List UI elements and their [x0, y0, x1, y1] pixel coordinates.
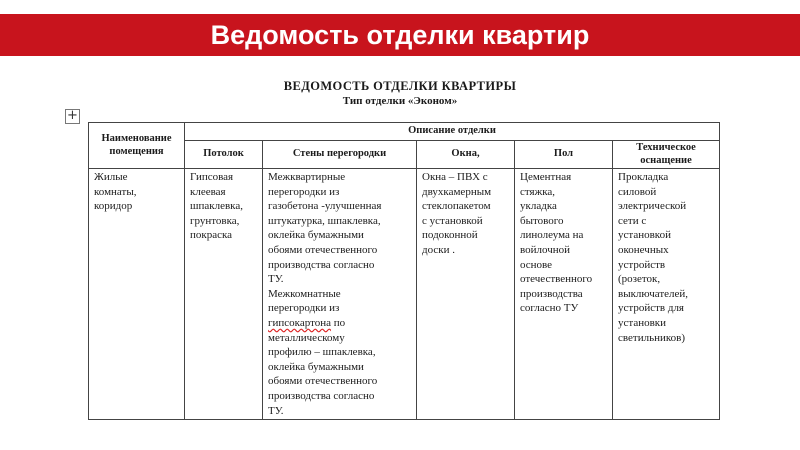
walls-text-underlined: гипсокартона [268, 316, 332, 329]
header-walls: Стены перегородки [263, 141, 417, 169]
document-scan [60, 66, 740, 438]
walls-text-part1: Межквартирные перегородки из газобетона -улучшенная штукатурка, шпаклевка, оклейка бумажными обоями отечественного производства согласно ТУ. Межкомнатные перегородки из [268, 171, 382, 315]
slide-title-banner [0, 14, 800, 56]
cell-floor [515, 169, 613, 420]
header-equipment: Техническое оснащение [613, 141, 720, 169]
cell-equipment [613, 169, 720, 420]
cell-windows-text: Окна – ПВХ с двухкамерным стеклопакетом с установкой подоконной доски . [422, 171, 492, 256]
cell-walls-text [268, 170, 411, 418]
cell-room-text: Жилые комнаты, коридор [94, 171, 137, 213]
walls-text-part2: по металлическому профилю – шпаклевка, оклейка бумажными обоями отечественного производства согласно ТУ. [268, 316, 378, 417]
header-description-label: Описание отделки [408, 125, 496, 137]
document-subtitle: Тип отделки «Эконом» [342, 95, 458, 107]
cell-floor-text: Цементная стяжка, укладка бытового линолеума на войлочной основе отечественного производства согласно ТУ [520, 171, 593, 315]
header-floor: Пол [515, 141, 613, 169]
move-icon[interactable]: + [65, 109, 80, 124]
header-room-label: Наименование помещения [101, 133, 172, 157]
table-header-row [89, 123, 720, 141]
slide-title: Ведомость отделки квартир [210, 20, 590, 50]
cell-windows [417, 169, 515, 420]
document-title: ВЕДОМОСТЬ ОТДЕЛКИ КВАРТИРЫ [283, 79, 517, 93]
finish-table [88, 122, 720, 420]
header-windows: Окна, [417, 141, 515, 169]
cell-ceiling [185, 169, 263, 420]
cell-ceiling-text: Гипсовая клеевая шпаклевка, грунтовка, покраска [190, 171, 243, 242]
cell-equipment-text: Прокладка силовой электрической сети с установкой оконечных устройств (розеток, выключателей, устройств для установки светильников) [618, 171, 689, 344]
cell-walls [263, 169, 417, 420]
cell-room [89, 169, 185, 420]
header-room [89, 123, 185, 169]
header-ceiling: Потолок [185, 141, 263, 169]
header-description [185, 123, 720, 141]
table-row [89, 169, 720, 420]
